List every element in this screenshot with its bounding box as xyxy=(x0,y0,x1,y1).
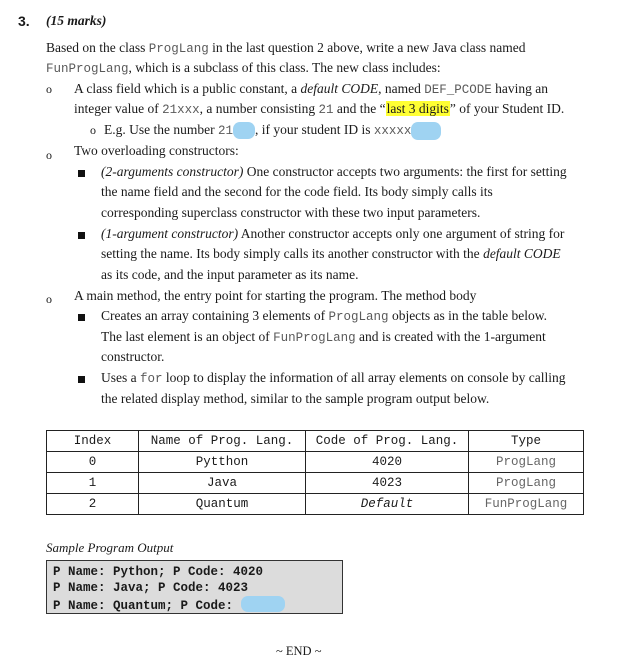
table-cell: 4020 xyxy=(306,452,469,473)
main-bullet-1-line-3: constructor. xyxy=(101,349,165,364)
output-line: P Name: Quantum; P Code: xyxy=(53,596,342,614)
table-cell: 1 xyxy=(47,473,139,494)
constructor-1arg-line-3: as its code, and the input parameter as its name. xyxy=(101,267,359,282)
question-number: 3. xyxy=(18,13,30,29)
hollow-bullet-icon: o xyxy=(46,292,52,306)
square-bullet-icon xyxy=(78,376,85,383)
item2-title: Two overloading constructors: xyxy=(74,143,239,158)
sample-output-box xyxy=(46,560,343,614)
highlight-last-3-digits: last 3 digits xyxy=(386,101,449,116)
table-cell: FunProgLang xyxy=(469,494,584,515)
table-header: Code of Prog. Lang. xyxy=(306,431,469,452)
intro-line-2: FunProgLang, which is a subclass of this class. The new class includes: xyxy=(46,60,441,76)
table-row xyxy=(47,452,584,473)
table-row xyxy=(47,494,584,515)
constructor-1arg-line-2: setting the name. Its body simply calls its another constructor with the default CODE xyxy=(101,246,561,261)
sample-output-title: Sample Program Output xyxy=(46,540,174,555)
table-cell: Quantum xyxy=(139,494,306,515)
hollow-bullet-icon: o xyxy=(90,123,96,137)
item1-line-2: integer value of 21xxx, a number consisting 21 and the “last 3 digits” of your Student ID. xyxy=(74,101,565,117)
main-bullet-2-line-1: Uses a for loop to display the information of all array elements on console by calling xyxy=(101,370,566,386)
table-cell: Pytthon xyxy=(139,452,306,473)
question-marks: (15 marks) xyxy=(46,13,107,28)
intro-line-1: Based on the class ProgLang in the last question 2 above, write a new Java class named xyxy=(46,40,526,56)
constructor-2arg-line-2: the name field and the second for the code field. Its body simply calls its xyxy=(101,184,493,199)
constructor-1arg-line-1: (1-argument constructor) Another constructor accepts only one argument of string for xyxy=(101,226,565,241)
item1-example: E.g. Use the number 21 , if your student ID is xxxxx xyxy=(104,120,441,142)
square-bullet-icon xyxy=(78,314,85,321)
table-header: Type xyxy=(469,431,584,452)
output-line: P Name: Python; P Code: 4020 xyxy=(53,565,264,579)
table-cell: 2 xyxy=(47,494,139,515)
table-cell: 4023 xyxy=(306,473,469,494)
constructor-2arg-line-1: (2-arguments constructor) One constructor accepts two arguments: the first for setting xyxy=(101,164,567,179)
redaction-blob xyxy=(233,122,255,139)
main-bullet-2-line-2: the related display method, similar to the sample program output below. xyxy=(101,391,490,406)
table-cell: ProgLang xyxy=(469,452,584,473)
item1-line-1: A class field which is a public constant, a default CODE, named DEF_PCODE having an xyxy=(74,81,548,97)
output-line: P Name: Java; P Code: 4023 xyxy=(53,581,249,595)
table-header: Index xyxy=(47,431,139,452)
redaction-blob xyxy=(241,596,285,612)
square-bullet-icon xyxy=(78,170,85,177)
table-cell: 0 xyxy=(47,452,139,473)
main-bullet-1-line-1: Creates an array containing 3 elements of ProgLang objects as in the table below. xyxy=(101,308,548,324)
table-cell: ProgLang xyxy=(469,473,584,494)
main-bullet-1-line-2: The last element is an object of FunProgLang and is created with the 1-argument xyxy=(101,329,546,345)
hollow-bullet-icon: o xyxy=(46,148,52,162)
item3-title: A main method, the entry point for starting the program. The method body xyxy=(74,288,477,303)
table-header-row xyxy=(47,431,584,452)
constructor-2arg-line-3: corresponding superclass constructor with these two input parameters. xyxy=(101,205,481,220)
table-cell: Java xyxy=(139,473,306,494)
hollow-bullet-icon: o xyxy=(46,82,52,96)
redaction-blob xyxy=(411,122,441,140)
square-bullet-icon xyxy=(78,232,85,239)
prog-lang-table xyxy=(46,430,584,515)
table-row xyxy=(47,473,584,494)
table-cell: Default xyxy=(306,494,469,515)
end-marker: ~ END ~ xyxy=(276,644,322,658)
table-header: Name of Prog. Lang. xyxy=(139,431,306,452)
